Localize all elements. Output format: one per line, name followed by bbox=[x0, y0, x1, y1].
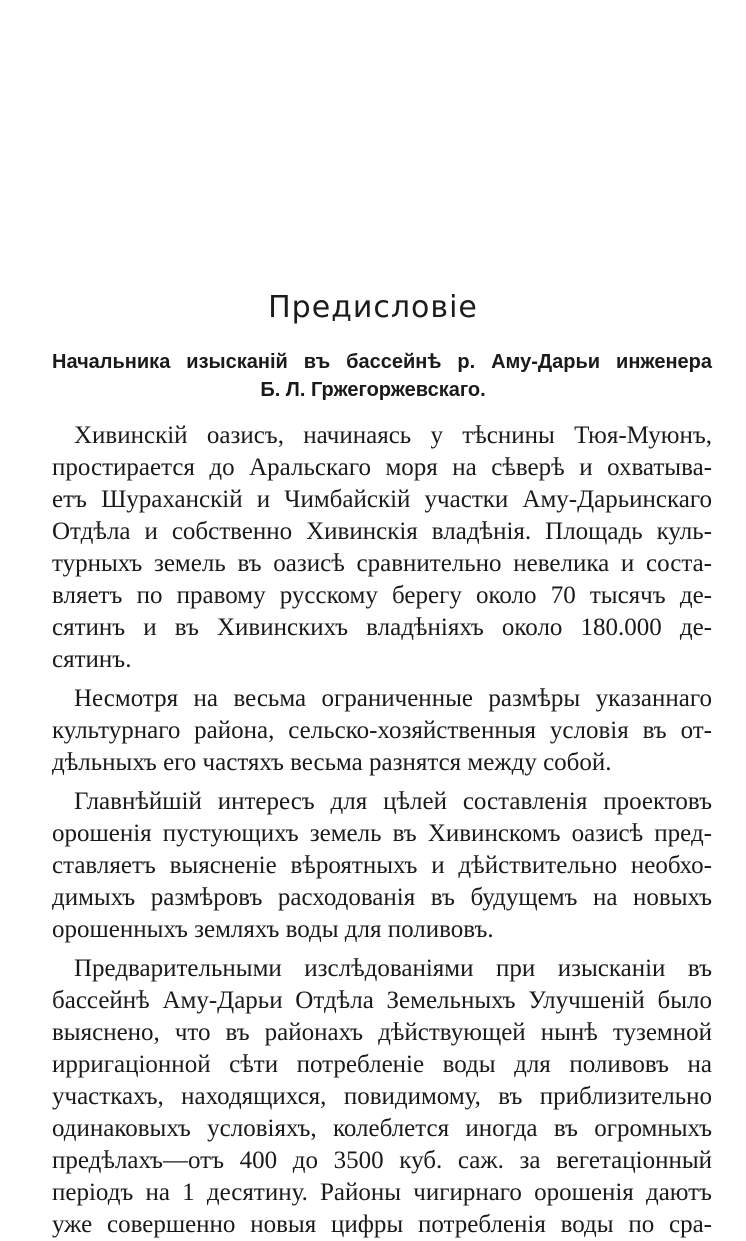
text-line: дѣльныхъ его частяхъ весьма разнятся между собой. bbox=[52, 749, 612, 776]
paragraph bbox=[52, 786, 712, 946]
text-line: Предварительными изслѣдованіями при изысканіи въ bbox=[74, 955, 712, 982]
page-title: Предисловіе bbox=[268, 290, 478, 325]
text-line: димыхъ размѣровъ расходованія въ будущемъ на новыхъ bbox=[52, 884, 712, 911]
text-line: Хивинскій оазисъ, начинаясь у тѣснины Тюя-Муюнъ, bbox=[74, 422, 712, 449]
text-line: уже совершенно новыя цифры потребленія воды по сра- bbox=[52, 1211, 712, 1238]
text-line: предѣлахъ—отъ 400 до 3500 куб. саж. за вегетаціонный bbox=[52, 1147, 712, 1174]
text-line: ирригаціонной сѣти потребленіе воды для поливовъ на bbox=[52, 1051, 712, 1078]
body-text bbox=[52, 420, 712, 1241]
text-line: выяснено, что въ районахъ дѣйствующей нынѣ туземной bbox=[52, 1019, 712, 1046]
text-line: сятинъ. bbox=[52, 646, 132, 673]
text-line: періодъ на 1 десятину. Районы чигирнаго орошенія даютъ bbox=[52, 1179, 712, 1206]
text-line: Несмотря на весьма ограниченные размѣры указаннаго bbox=[74, 685, 712, 712]
text-line: турныхъ земель въ оазисѣ сравнительно невелика и соста- bbox=[52, 550, 712, 577]
text-line: Главнѣйшій интересъ для цѣлей составленія проектовъ bbox=[74, 788, 712, 815]
paragraph bbox=[52, 420, 712, 676]
text-line: ставляетъ выясненіе вѣроятныхъ и дѣйствительно необхо- bbox=[52, 852, 712, 879]
text-line: участкахъ, находящихся, повидимому, въ приблизительно bbox=[52, 1083, 712, 1110]
subtitle-line-1: Начальника изысканій въ бассейнѣ р. Аму-Дарьи инженера bbox=[52, 351, 712, 373]
paragraph bbox=[52, 953, 712, 1241]
text-line: етъ Шураханскій и Чимбайскій участки Аму-Дарьинскаго bbox=[52, 486, 712, 513]
text-line: Отдѣла и собственно Хивинскія владѣнія. Площадь куль- bbox=[52, 518, 712, 545]
text-line: орошенія пустующихъ земель въ Хивинскомъ оазисѣ пред- bbox=[52, 820, 712, 847]
text-line: одинаковыхъ условіяхъ, колеблется иногда въ огромныхъ bbox=[52, 1115, 712, 1142]
text-line: простирается до Аральскаго моря на сѣверѣ и охватыва- bbox=[52, 454, 712, 481]
text-line: вляетъ по правому русскому берегу около 70 тысячъ де- bbox=[52, 582, 712, 609]
paragraph bbox=[52, 683, 712, 779]
text-line: культурнаго района, сельско-хозяйственныя условія въ от- bbox=[52, 717, 712, 744]
text-line: сятинъ и въ Хивинскихъ владѣніяхъ около 180.000 де- bbox=[52, 614, 712, 641]
subtitle-line-2: Б. Л. Гржегоржевскаго. bbox=[260, 379, 486, 401]
text-line: орошенныхъ земляхъ воды для поливовъ. bbox=[52, 916, 494, 943]
text-line: бассейнѣ Аму-Дарьи Отдѣла Земельныхъ Улучшеній было bbox=[52, 987, 712, 1014]
